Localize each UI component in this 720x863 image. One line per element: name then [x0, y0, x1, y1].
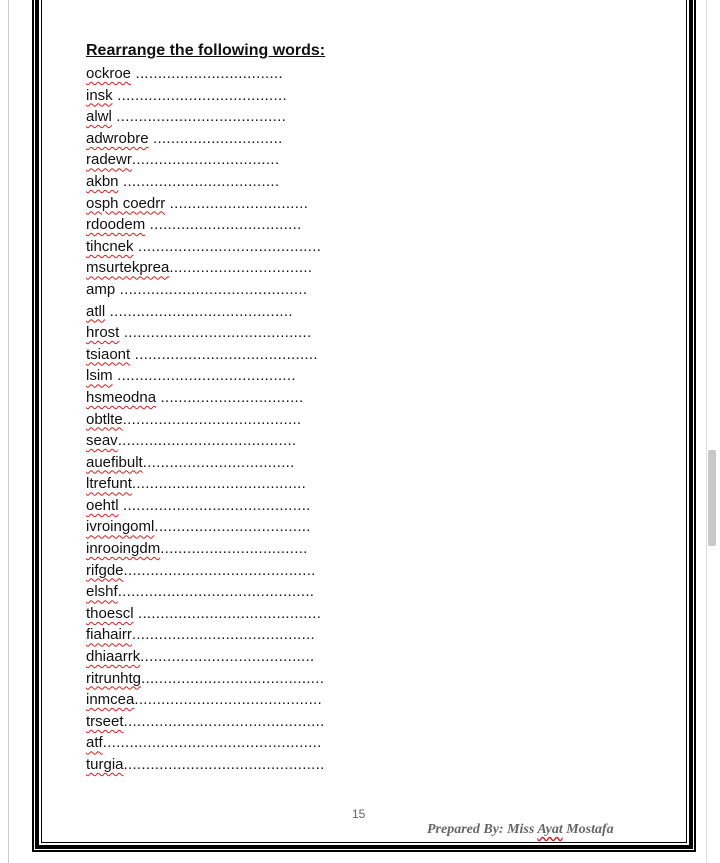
list-item [86, 754, 325, 776]
answer-blank: ...................................... [112, 86, 287, 104]
list-item [86, 128, 325, 150]
list-item [86, 257, 325, 279]
list-item [86, 495, 325, 517]
scrambled-word: atf [86, 734, 103, 752]
scrambled-word: akbn [86, 172, 119, 190]
scrambled-word: ritrunhtg [86, 669, 142, 687]
footer-name-first: Ayat [537, 822, 563, 837]
scrambled-word: hsmeodna [86, 388, 157, 406]
answer-blank: ................................. [160, 540, 308, 558]
worksheet [86, 41, 325, 776]
scrambled-word: fiahairr [86, 626, 132, 644]
list-item [86, 63, 325, 85]
scrambled-word: thoescl [86, 604, 134, 622]
list-item [86, 322, 325, 344]
answer-blank: ................................. [131, 151, 280, 169]
footer-name-last: Mostafa [562, 822, 614, 837]
list-item [86, 149, 325, 171]
page-gutter-left [8, 0, 9, 863]
scrambled-word: hrost [86, 324, 120, 342]
footer-prefix: Prepared By: Miss [427, 822, 538, 837]
answer-blank: .................................. [142, 453, 295, 471]
worksheet-heading: Rearrange the following words: [86, 42, 326, 59]
scrambled-word: ivroingoml [86, 518, 155, 536]
list-item [86, 85, 325, 107]
answer-blank: ................................ [156, 388, 304, 406]
list-item [86, 452, 325, 474]
answer-blank: .......................................... [118, 496, 311, 514]
list-item [86, 581, 325, 603]
list-item [86, 473, 325, 495]
answer-blank: ............................. [148, 129, 283, 147]
answer-blank: ........................................ [122, 410, 302, 428]
answer-blank: ................................. [131, 65, 283, 82]
list-item [86, 560, 325, 582]
list-item [86, 344, 325, 366]
scrambled-word: auefibult [86, 453, 143, 471]
scrambled-word: tihcnek [86, 237, 134, 255]
answer-blank: .................................. [145, 216, 302, 234]
answer-blank: ......................................... [105, 302, 293, 320]
list-item [86, 624, 325, 646]
page-number: 15 [352, 807, 366, 821]
answer-blank: .......................................... [119, 324, 312, 342]
list-item [86, 365, 325, 387]
answer-blank: ........................................ [112, 367, 296, 385]
list-item [86, 236, 325, 258]
scrambled-word: obtlte [86, 410, 123, 428]
scrambled-word: radewr [86, 151, 132, 169]
answer-blank: ......................................... [131, 626, 316, 644]
list-item [86, 538, 325, 560]
scrambled-word: ltrefunt [86, 475, 132, 493]
answer-blank: ....................................... [131, 475, 307, 493]
scrambled-word: seav [86, 432, 118, 450]
answer-blank: ............................................. [123, 712, 325, 730]
answer-blank: ................................... [118, 172, 280, 190]
answer-blank: .......................................... [115, 280, 308, 298]
list-item [86, 214, 325, 236]
list-item [86, 732, 325, 754]
list-item [86, 409, 325, 431]
list-item [86, 387, 325, 409]
list-item [86, 106, 325, 128]
scrambled-word: msurtekprea [86, 259, 170, 277]
list-item [86, 430, 325, 452]
scrambled-word: turgia [86, 756, 124, 773]
list-item [86, 668, 325, 690]
answer-blank: ................................................. [102, 734, 322, 752]
list-item [86, 301, 325, 323]
scrambled-word: adwrobre [86, 129, 149, 147]
answer-blank: ......................................... [141, 669, 325, 687]
scrambled-word: dhiaarrk [86, 648, 141, 666]
scrambled-word: elshf [86, 583, 118, 601]
scrambled-word: atll [86, 302, 106, 320]
answer-blank: ................................ [169, 259, 313, 277]
answer-blank: ......................................... [133, 604, 322, 622]
scrambled-word: ockroe [86, 65, 132, 82]
scrambled-word: amp [86, 280, 116, 298]
scrambled-word: inmcea [86, 691, 135, 709]
scrambled-word: inrooingdm [86, 540, 161, 558]
scrambled-word: osph coedrr [86, 194, 166, 212]
scrambled-word: trseet [86, 712, 124, 730]
list-item [86, 603, 325, 625]
answer-blank: ....................................... [140, 648, 315, 666]
list-item [86, 171, 325, 193]
scrambled-word: rifgde [86, 561, 124, 579]
page-gutter-right [706, 0, 707, 863]
list-item [86, 516, 325, 538]
list-item [86, 711, 325, 733]
answer-blank: ........................................... [123, 561, 316, 579]
word-list [86, 63, 325, 776]
answer-blank: ............................... [165, 194, 309, 212]
answer-blank: ......................................... [130, 345, 318, 363]
scrambled-word: oehtl [86, 496, 119, 514]
list-item [86, 193, 325, 215]
list-item [86, 279, 325, 301]
answer-blank: ...................................... [111, 108, 287, 126]
scrambled-word: alwl [86, 108, 112, 126]
list-item [86, 646, 325, 668]
answer-blank: ........................................ [117, 432, 297, 450]
scrambled-word: lsim [86, 367, 113, 385]
list-item [86, 689, 325, 711]
scrambled-word: rdoodem [86, 216, 146, 234]
footer-author [427, 822, 614, 838]
vertical-scrollbar-thumb[interactable] [708, 450, 716, 546]
scrambled-word: tsiaont [86, 345, 131, 363]
answer-blank: .......................................... [134, 691, 322, 709]
answer-blank: ................................... [154, 518, 311, 536]
scrambled-word: insk [86, 86, 113, 104]
answer-blank: ............................................. [123, 756, 325, 773]
answer-blank: ............................................ [117, 583, 315, 601]
answer-blank: ......................................... [133, 237, 322, 255]
